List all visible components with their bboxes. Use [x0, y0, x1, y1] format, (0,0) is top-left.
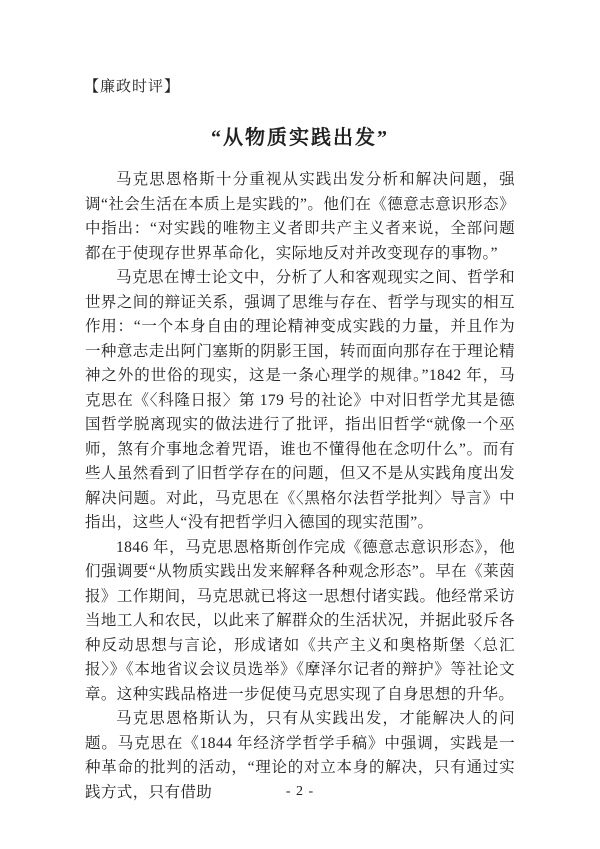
document-body [85, 168, 515, 805]
page-number: - 2 - [285, 784, 315, 799]
page-title: “从物质实践出发” [211, 127, 389, 149]
body-paragraph: 1846 年，马克思恩格斯创作完成《德意志意识形态》，他们强调要“从物质实践出发来解释各种观念形态”。早在《莱茵报》工作期间，马克思就已将这一思想付诸实践。他经常采访当地工人和农民，以此来了解群众的生活状况，并据此驳斥各种反动思想与言论，形成诸如《共产主义和奥格斯堡〈总汇报〉》《本地省议会议员选举》《摩泽尔记者的辩护》等社论文章。这种实践品格进一步促使马克思实现了自身思想的升华。 [85, 538, 515, 703]
category-tag: 【廉政时评】 [84, 79, 181, 95]
body-paragraph: 马克思恩格斯十分重视从实践出发分析和解决问题，强调“社会生活在本质上是实践的”。他们在《德意志意识形态》中指出：“对实践的唯物主义者即共产主义者来说，全部问题都在于使现存世界革命化，实际地反对并改变现存的事物。” [85, 171, 515, 262]
body-paragraph: 马克思在博士论文中，分析了人和客观现实之间、哲学和世界之间的辩证关系，强调了思维与存在、哲学与现实的相互作用：“一个本身自由的理论精神变成实践的力量，并且作为一种意志走出阿门塞斯的阴影王国，转而面向那存在于理论精神之外的世俗的现实，这是一条心理学的规律。”1842 年，马克思在《〈科隆日报〉第 179 号的社论》中对旧哲学尤其是德国哲学脱离现实的做法进行了批评，指出旧哲学“就像一个巫师，煞有介事地念着咒语，谁也不懂得他在念叨什么”。而有些人虽然看到了旧哲学存在的问题，但又不是从实践角度出发解决问题。对此，马克思在《〈黑格尔法哲学批判〉导言》中指出，这些人“没有把哲学归入德国的现实范围”。 [85, 269, 515, 531]
body-paragraph: 马克思恩格斯认为，只有从实践出发，才能解决人的问题。马克思在《1844 年经济学哲学手稿》中强调，实践是一种革命的批判的活动，“理论的对立本身的解决，只有通过实践方式，只有借助 [85, 710, 515, 801]
